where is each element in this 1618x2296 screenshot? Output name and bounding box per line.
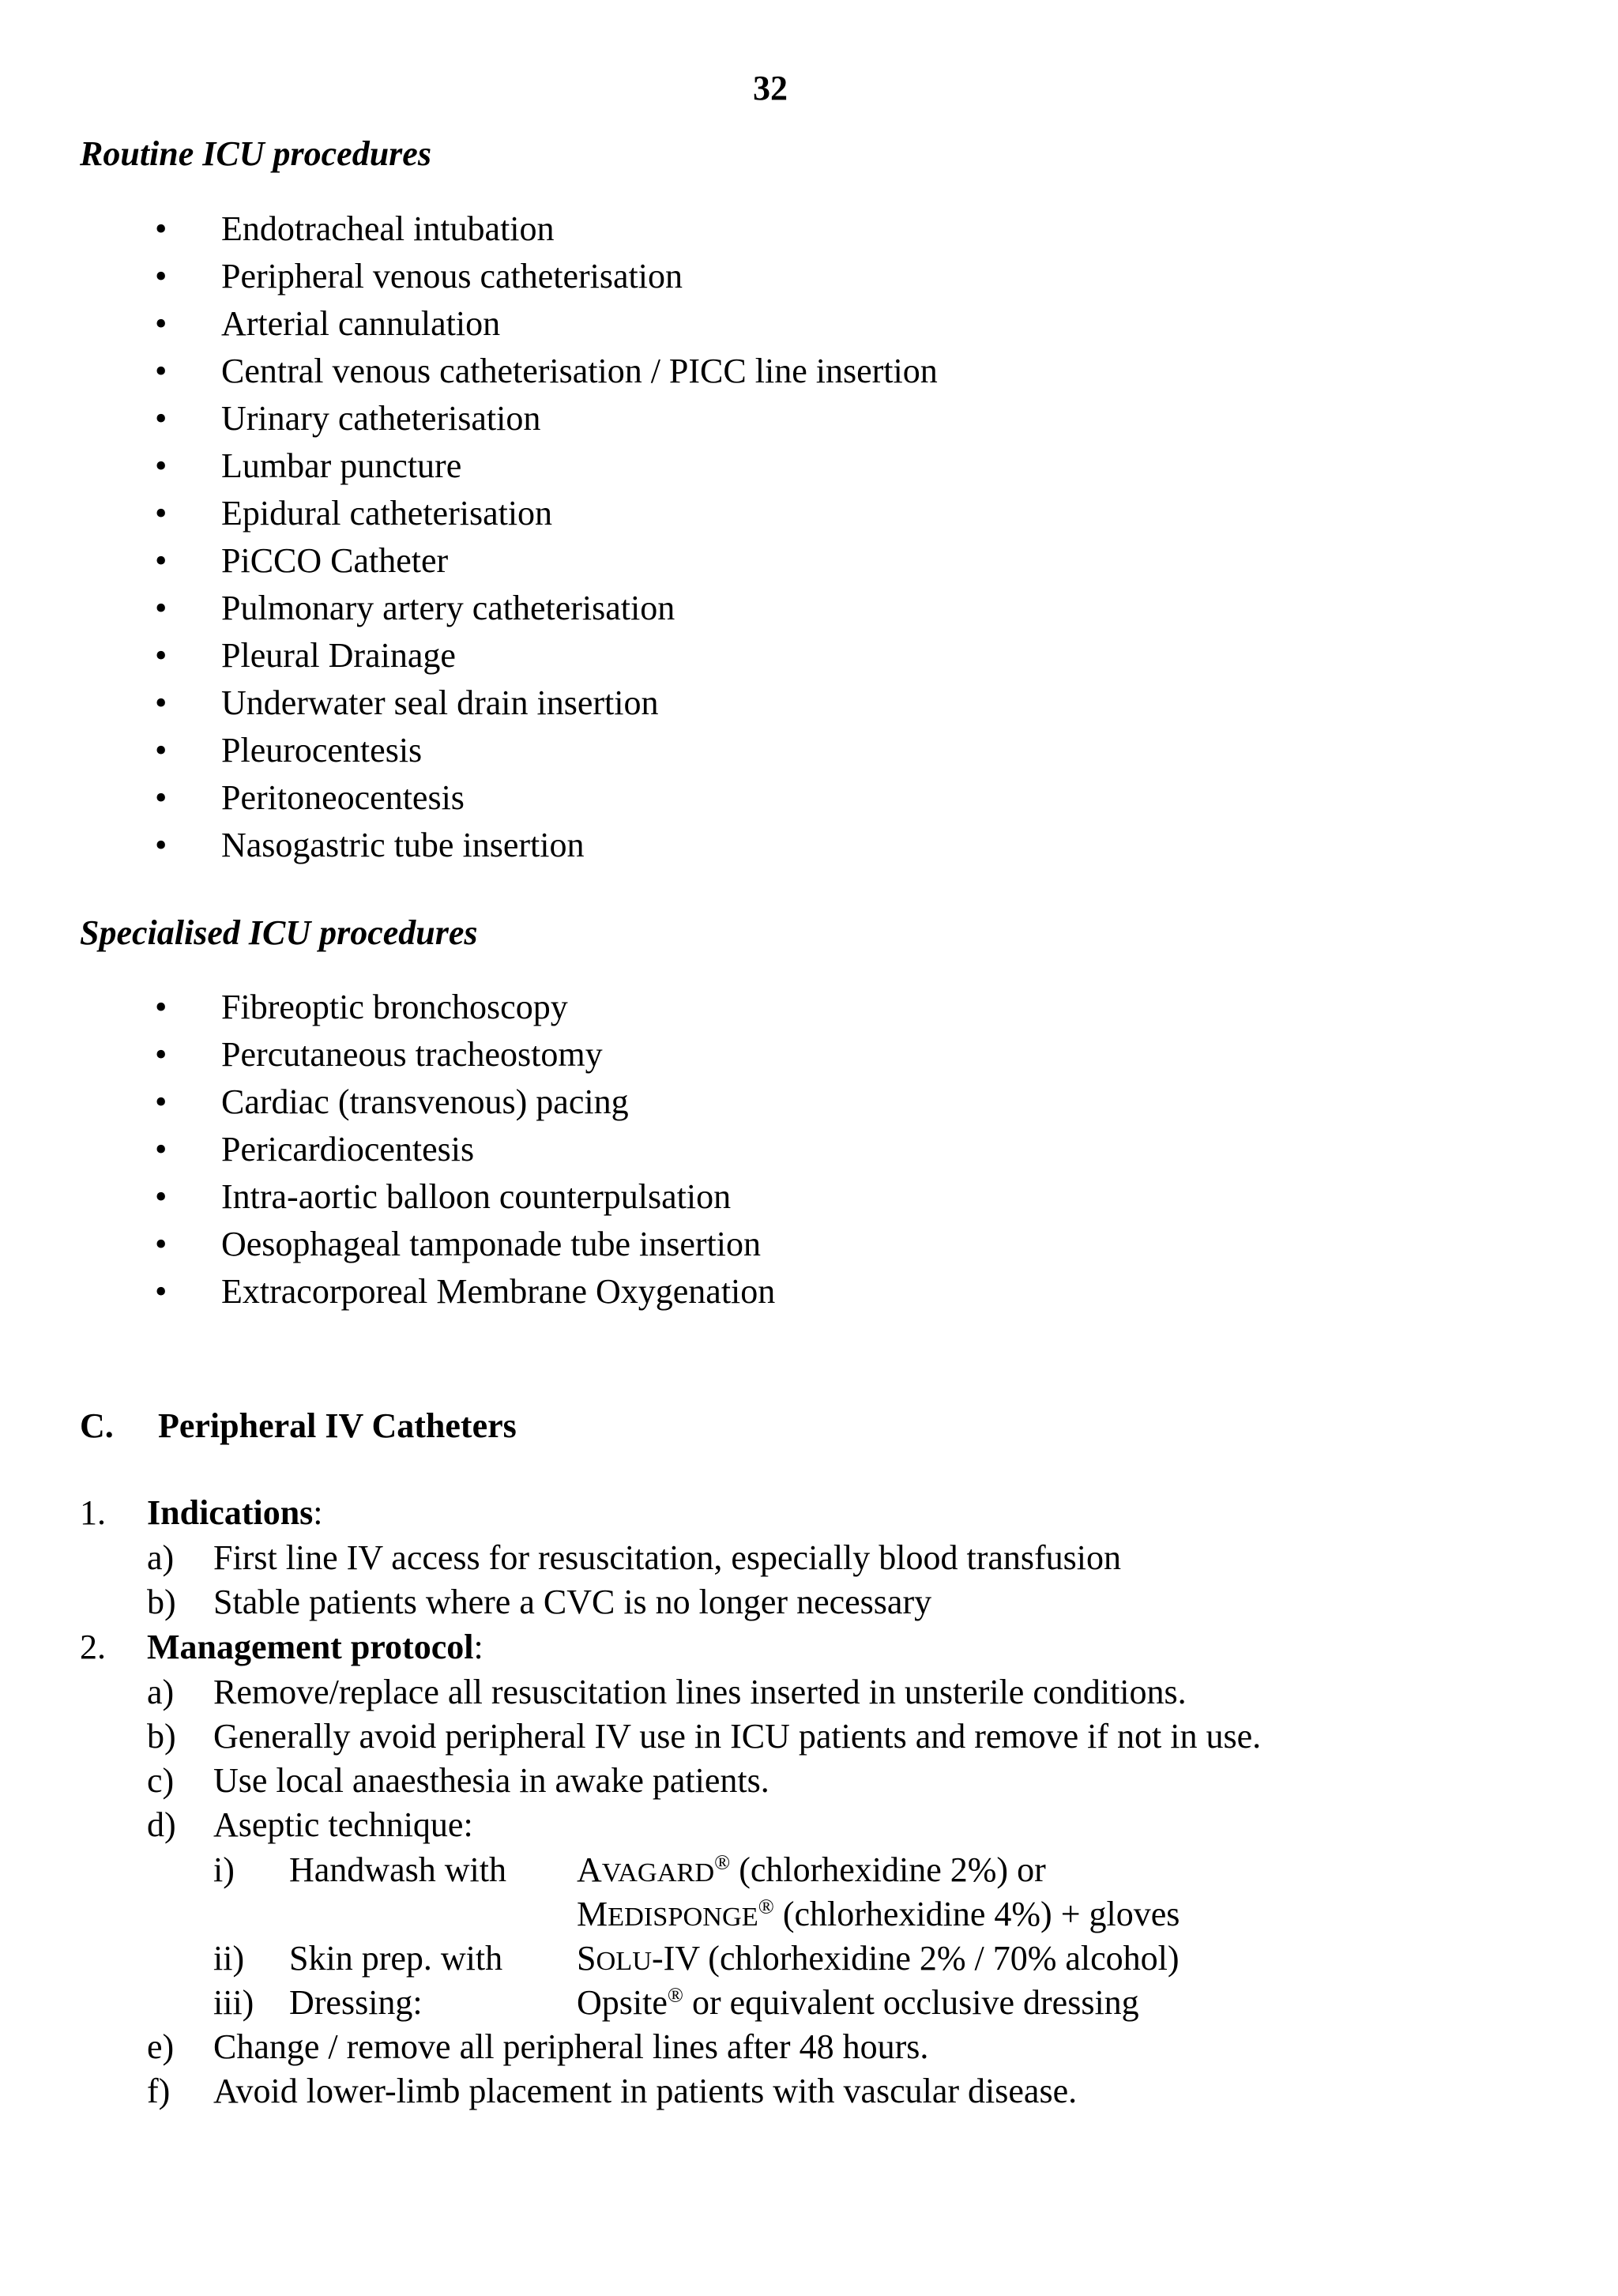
management-text: Aseptic technique: xyxy=(213,1805,473,1844)
indication-letter: a) xyxy=(147,1538,175,1577)
list-item: Epidural catheterisation xyxy=(221,494,553,533)
bullet-icon: • xyxy=(155,683,167,722)
registered-mark: ® xyxy=(714,1850,731,1874)
management-number: 2. xyxy=(80,1628,106,1666)
list-item: Pericardiocentesis xyxy=(221,1130,475,1169)
bullet-icon: • xyxy=(155,826,167,864)
indications-number: 1. xyxy=(80,1493,106,1532)
list-item: Peritoneocentesis xyxy=(221,778,465,817)
management-letter: a) xyxy=(147,1673,175,1711)
list-item: Urinary catheterisation xyxy=(221,399,541,438)
bullet-icon: • xyxy=(155,446,167,485)
section-c-label: C. xyxy=(80,1406,114,1445)
indications-title xyxy=(147,1493,323,1532)
list-item: Extracorporeal Membrane Oxygenation xyxy=(221,1272,776,1311)
management-letter: d) xyxy=(147,1805,176,1844)
bullet-icon: • xyxy=(155,636,167,675)
list-item: Endotracheal intubation xyxy=(221,209,555,248)
specialised-heading: Specialised ICU procedures xyxy=(80,913,478,952)
aseptic-number: i) xyxy=(213,1850,235,1889)
value-rest: (chlorhexidine 4%) + gloves xyxy=(773,1895,1180,1933)
list-item: Percutaneous tracheostomy xyxy=(221,1035,603,1074)
bullet-icon: • xyxy=(155,778,167,817)
brand-name: Opsite xyxy=(577,1983,668,2022)
aseptic-value xyxy=(577,1894,1180,1933)
management-text: Change / remove all peripheral lines after 48 hours. xyxy=(213,2027,929,2066)
bullet-icon: • xyxy=(155,589,167,627)
bullet-icon: • xyxy=(155,1225,167,1263)
aseptic-number: ii) xyxy=(213,1939,245,1978)
brand-name: OLU xyxy=(596,1946,653,1976)
list-item: Oesophageal tamponade tube insertion xyxy=(221,1225,762,1263)
list-item: Central venous catheterisation / PICC line insertion xyxy=(221,352,938,390)
bullet-icon: • xyxy=(155,1130,167,1169)
bullet-icon: • xyxy=(155,399,167,438)
brand-initial: M xyxy=(577,1895,608,1933)
bullet-icon: • xyxy=(155,1082,167,1121)
value-rest: or equivalent occlusive dressing xyxy=(683,1983,1139,2022)
bullet-icon: • xyxy=(155,352,167,390)
list-item: Arterial cannulation xyxy=(221,304,501,343)
management-letter: f) xyxy=(147,2072,171,2110)
bullet-icon: • xyxy=(155,494,167,533)
management-text: Generally avoid peripheral IV use in ICU patients and remove if not in use. xyxy=(213,1717,1262,1756)
bullet-icon: • xyxy=(155,731,167,770)
registered-mark: ® xyxy=(758,1894,774,1918)
aseptic-number: iii) xyxy=(213,1983,254,2022)
indication-text: Stable patients where a CVC is no longer necessary xyxy=(213,1583,932,1621)
bullet-icon: • xyxy=(155,304,167,343)
list-item: Pleurocentesis xyxy=(221,731,423,770)
indication-text: First line IV access for resuscitation, especially blood transfusion xyxy=(213,1538,1122,1577)
bullet-icon: • xyxy=(155,1272,167,1311)
list-item: PiCCO Catheter xyxy=(221,541,449,580)
management-letter: b) xyxy=(147,1717,176,1756)
management-title xyxy=(147,1630,484,1665)
brand-initial: A xyxy=(577,1850,602,1889)
registered-mark: ® xyxy=(667,1982,683,2007)
list-item: Pleural Drainage xyxy=(221,636,456,675)
brand-name: VAGARD xyxy=(601,1858,715,1888)
bullet-icon: • xyxy=(155,988,167,1026)
routine-heading: Routine ICU procedures xyxy=(80,134,431,173)
bullet-icon: • xyxy=(155,209,167,248)
bullet-icon: • xyxy=(155,541,167,580)
bullet-icon: • xyxy=(155,1177,167,1216)
bullet-icon: • xyxy=(155,1035,167,1074)
management-title-text: Management protocol xyxy=(147,1628,474,1666)
value-rest: (chlorhexidine 2%) or xyxy=(730,1850,1046,1889)
aseptic-label: Skin prep. with xyxy=(289,1939,503,1978)
brand-name: EDISPONGE xyxy=(608,1902,758,1932)
aseptic-value xyxy=(577,1850,1046,1889)
list-item: Lumbar puncture xyxy=(221,446,462,485)
management-letter: c) xyxy=(147,1761,175,1800)
aseptic-label: Dressing: xyxy=(289,1983,423,2022)
management-text: Avoid lower-limb placement in patients with vascular disease. xyxy=(213,2072,1078,2110)
aseptic-label: Handwash with xyxy=(289,1850,506,1889)
brand-initial: S xyxy=(577,1939,596,1978)
list-item: Underwater seal drain insertion xyxy=(221,683,659,722)
value-rest: -IV (chlorhexidine 2% / 70% alcohol) xyxy=(652,1939,1180,1978)
section-c-title: Peripheral IV Catheters xyxy=(158,1406,517,1445)
indication-letter: b) xyxy=(147,1583,176,1621)
list-item: Nasogastric tube insertion xyxy=(221,826,585,864)
page-number: 32 xyxy=(753,69,788,107)
aseptic-value xyxy=(577,1941,1180,1976)
management-letter: e) xyxy=(147,2027,175,2066)
indications-colon: : xyxy=(313,1493,323,1532)
list-item: Cardiac (transvenous) pacing xyxy=(221,1082,629,1121)
management-text: Remove/replace all resuscitation lines inserted in unsterile conditions. xyxy=(213,1673,1187,1711)
management-colon: : xyxy=(473,1628,484,1666)
list-item: Fibreoptic bronchoscopy xyxy=(221,988,568,1026)
indications-title-text: Indications xyxy=(147,1493,314,1532)
aseptic-value xyxy=(577,1982,1139,2022)
bullet-icon: • xyxy=(155,257,167,295)
list-item: Intra-aortic balloon counterpulsation xyxy=(221,1177,732,1216)
list-item: Peripheral venous catheterisation xyxy=(221,257,683,295)
list-item: Pulmonary artery catheterisation xyxy=(221,589,675,627)
management-text: Use local anaesthesia in awake patients. xyxy=(213,1761,769,1800)
